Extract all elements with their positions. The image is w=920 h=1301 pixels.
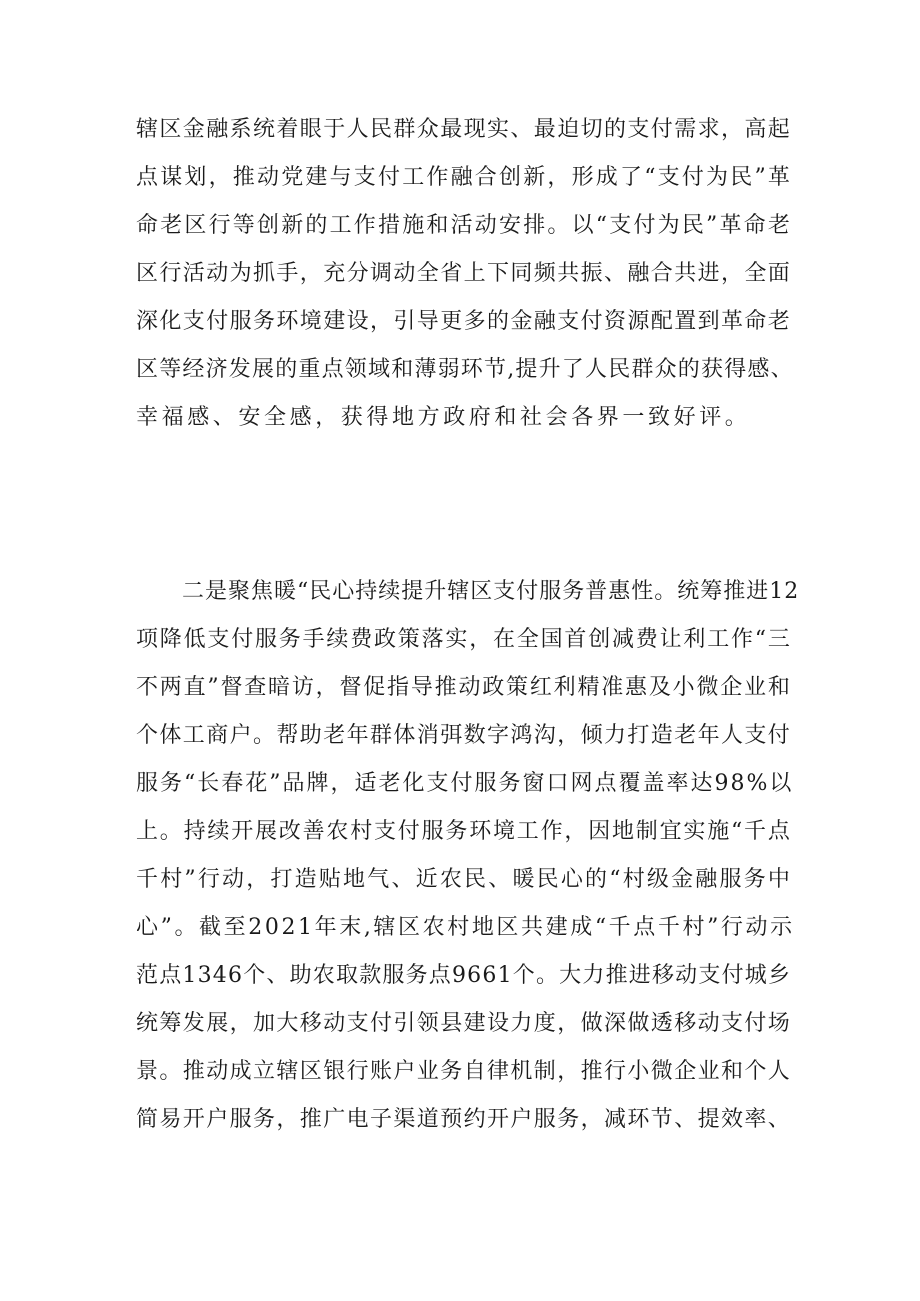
paragraph-1-line-3: 命老区行等创新的工作措施和活动安排。以“支付为民”革命老 [136,213,793,238]
paragraph-1-line-5: 深化支付服务环境建设，引导更多的金融支付资源配置到革命老 [136,309,792,334]
paragraph-2-line-1: 二是聚焦暖“民心持续提升辖区支付服务普惠性。统筹推进12 [182,579,800,604]
paragraph-2-line-11: 景。推动成立辖区银行账户业务自律机制，推行小微企业和个人 [136,1059,792,1084]
paragraph-1-line-2: 点谋划，推动党建与支付工作融合创新，形成了“支付为民”革 [136,165,793,190]
paragraph-2-line-8: 心”。截至2021年末,辖区农村地区共建成“千点千村”行动示 [136,915,795,940]
paragraph-2-line-2: 项降低支付服务手续费政策落实，在全国首创减费让利工作“三 [136,627,792,652]
paragraph-2-line-9: 范点1346个、助农取款服务点9661个。大力推进移动支付城乡 [136,963,792,988]
paragraph-2-line-12: 简易开户服务，推广电子渠道预约开户服务，减环节、提效率、 [136,1107,792,1132]
paragraph-1-line-7: 幸福感、安全感，获得地方政府和社会各界一致好评。 [136,405,751,430]
paragraph-2-line-4: 个体工商户。帮助老年群体消弭数字鸿沟，倾力打造老年人支付 [136,723,792,748]
paragraph-2-line-3: 不两直”督查暗访，督促指导推动政策红利精准惠及小微企业和 [136,675,792,700]
paragraph-2-line-6: 上。持续开展改善农村支付服务环境工作，因地制宜实施“千点 [136,819,792,844]
paragraph-1-line-1: 辖区金融系统着眼于人民群众最现实、最迫切的支付需求，高起 [136,117,792,142]
paragraph-2-line-5: 服务“长春花”品牌，适老化支付服务窗口网点覆盖率达98%以 [136,771,794,796]
paragraph-1-line-6: 区等经济发展的重点领域和薄弱环节,提升了人民群众的获得感、 [136,357,794,382]
paragraph-2-line-7: 千村”行动，打造贴地气、近农民、暖民心的“村级金融服务中 [136,867,793,892]
paragraph-1-line-4: 区行活动为抓手，充分调动全省上下同频共振、融合共进，全面 [136,261,792,286]
paragraph-2-line-10: 统筹发展，加大移动支付引领县建设力度，做深做透移动支付场 [136,1011,792,1036]
